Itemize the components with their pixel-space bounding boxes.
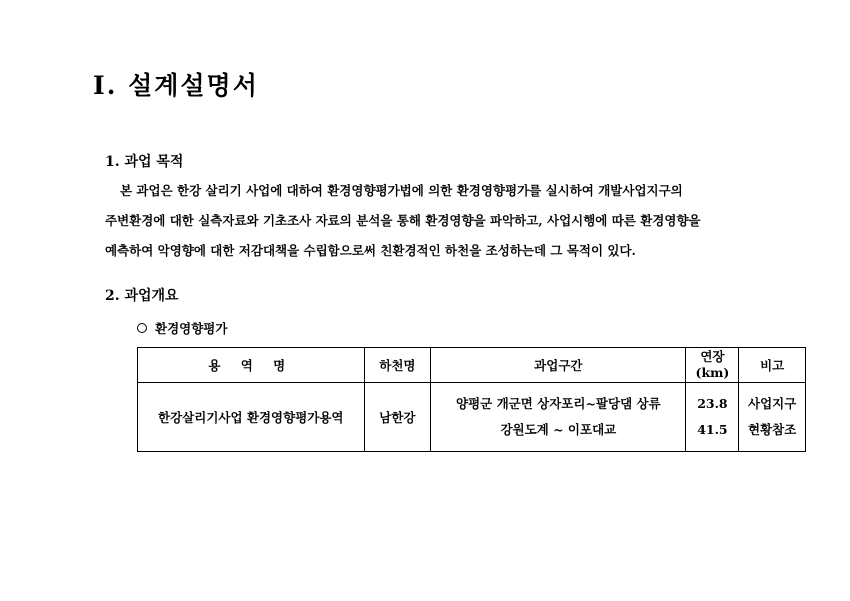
bullet-label: 환경영향평가 (155, 321, 228, 336)
note-value: 현황참조 (748, 422, 797, 437)
section-line: 양평군 개군면 상자포리~팔당댐 상류 (456, 396, 661, 411)
length-value: 23.8 (697, 396, 728, 411)
cell-note (739, 383, 806, 452)
circle-bullet-icon (137, 323, 147, 333)
header-length-unit: (km) (695, 365, 730, 380)
cell-length (686, 383, 739, 452)
section-heading-overview: 2. 과업개요 (105, 288, 179, 304)
cell-river: 남한강 (364, 383, 431, 452)
table-header-row (138, 348, 806, 383)
cell-name: 한강살리기사업 환경영향평가용역 (138, 383, 365, 452)
header-note: 비고 (739, 348, 806, 383)
bullet-item (137, 319, 227, 337)
header-name: 용 역 명 (138, 348, 365, 383)
section-heading-purpose: 1. 과업 목적 (105, 154, 184, 170)
header-river: 하천명 (364, 348, 431, 383)
header-section: 과업구간 (431, 348, 686, 383)
section-line: 강원도계 ~ 이포대교 (500, 422, 617, 437)
header-length (686, 348, 739, 383)
page-title: Ⅰ. 설계설명서 (93, 71, 259, 100)
paragraph-line: 주변환경에 대한 실측자료와 기초조사 자료의 분석을 통해 환경영향을 파악하고, 사업시행에 따른 환경영향을 (105, 213, 701, 228)
overview-table (137, 347, 806, 452)
header-length-label: 연장 (700, 349, 725, 364)
paragraph-line: 예측하여 악영향에 대한 저감대책을 수립함으로써 친환경적인 하천을 조성하는데 그 목적이 있다. (105, 243, 636, 258)
length-value: 41.5 (697, 422, 728, 437)
paragraph-line: 본 과업은 한강 살리기 사업에 대하여 환경영향평가법에 의한 환경영향평가를 실시하여 개발사업지구의 (120, 183, 683, 198)
note-value: 사업지구 (748, 396, 797, 411)
table-row (138, 383, 806, 452)
cell-section (431, 383, 686, 452)
